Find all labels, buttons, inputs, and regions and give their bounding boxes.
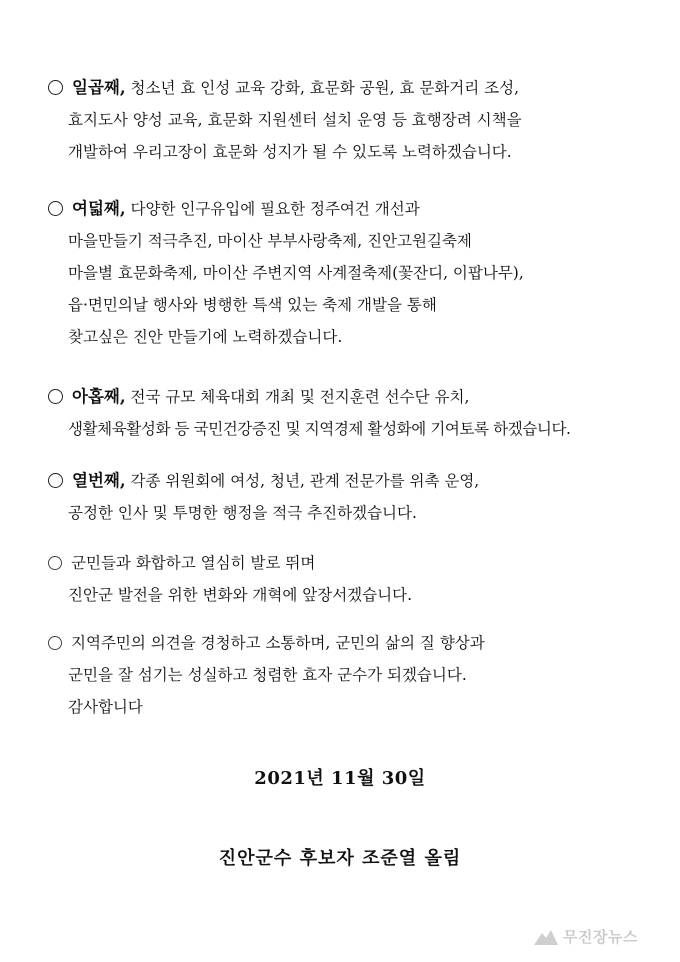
pledge-heading: 열번째, [72,471,126,490]
pledge-text: 군민들과 화합하고 열심히 발로 뛰며 [71,554,316,572]
circle-bullet-icon [48,389,63,404]
pledge-text: 다양한 인구유입에 필요한 정주여건 개선과 [130,200,420,218]
pledge-line [48,465,648,497]
circle-bullet-icon [48,636,62,650]
pledge-heading: 일곱째, [72,78,126,97]
closing-item-2 [48,627,648,723]
news-watermark [533,922,638,950]
document-date: 2021년 11월 30일 [254,768,426,789]
circle-bullet-icon [48,80,63,95]
pledge-item-9 [48,381,648,445]
pledge-text: 각종 위원회에 여성, 청년, 관계 전문가를 위촉 운영, [130,472,480,490]
pledge-line [48,547,648,579]
pledge-line: 생활체육활성화 등 국민건강증진 및 지역경제 활성화에 기여토록 하겠습니다. [68,420,571,438]
pledge-line [48,627,648,659]
pledge-heading: 여덟째, [72,199,126,218]
thanks-line: 감사합니다 [68,698,143,716]
pledge-item-8 [48,193,648,353]
signature-line: 진안군수 후보자 조준열 올림 [218,848,462,869]
pledge-line: 읍·면민의날 행사와 병행한 특색 있는 축제 개발을 통해 [68,296,437,314]
pledge-line: 효지도사 양성 교육, 효문화 지원센터 설치 운영 등 효행장려 시책을 [68,111,522,129]
closing-item-1 [48,547,648,611]
pledge-line [48,72,648,104]
pledge-text: 지역주민의 의견을 경청하고 소통하며, 군민의 삶의 질 향상과 [71,634,485,652]
pledge-text: 청소년 효 인성 교육 강화, 효문화 공원, 효 문화거리 조성, [130,79,520,97]
circle-bullet-icon [48,201,63,216]
pledge-item-10 [48,465,648,529]
circle-bullet-icon [48,556,62,570]
pledge-line: 공정한 인사 및 투명한 행정을 적극 추진하겠습니다. [68,504,417,522]
pledge-line: 마을별 효문화축제, 마이산 주변지역 사계절축제(꽃잔디, 이팝나무), [68,264,524,282]
pledge-line: 군민을 잘 섬기는 성실하고 청렴한 효자 군수가 되겠습니다. [68,666,467,684]
mountain-logo-icon [533,925,559,947]
circle-bullet-icon [48,473,63,488]
pledge-text: 전국 규모 체육대회 개최 및 전지훈련 선수단 유치, [130,388,470,406]
pledge-heading: 아홉째, [72,387,126,406]
pledge-line: 진안군 발전을 위한 변화와 개혁에 앞장서겠습니다. [68,586,412,604]
pledge-line: 마을만들기 적극추진, 마이산 부부사랑축제, 진안고원길축제 [68,232,472,250]
pledge-line: 개발하여 우리고장이 효문화 성지가 될 수 있도록 노력하겠습니다. [68,143,512,161]
pledge-line [48,381,648,413]
watermark-text: 무진장뉴스 [563,927,638,946]
pledge-line: 찾고싶은 진안 만들기에 노력하겠습니다. [68,328,343,346]
pledge-line [48,193,648,225]
pledge-item-7 [48,72,648,168]
